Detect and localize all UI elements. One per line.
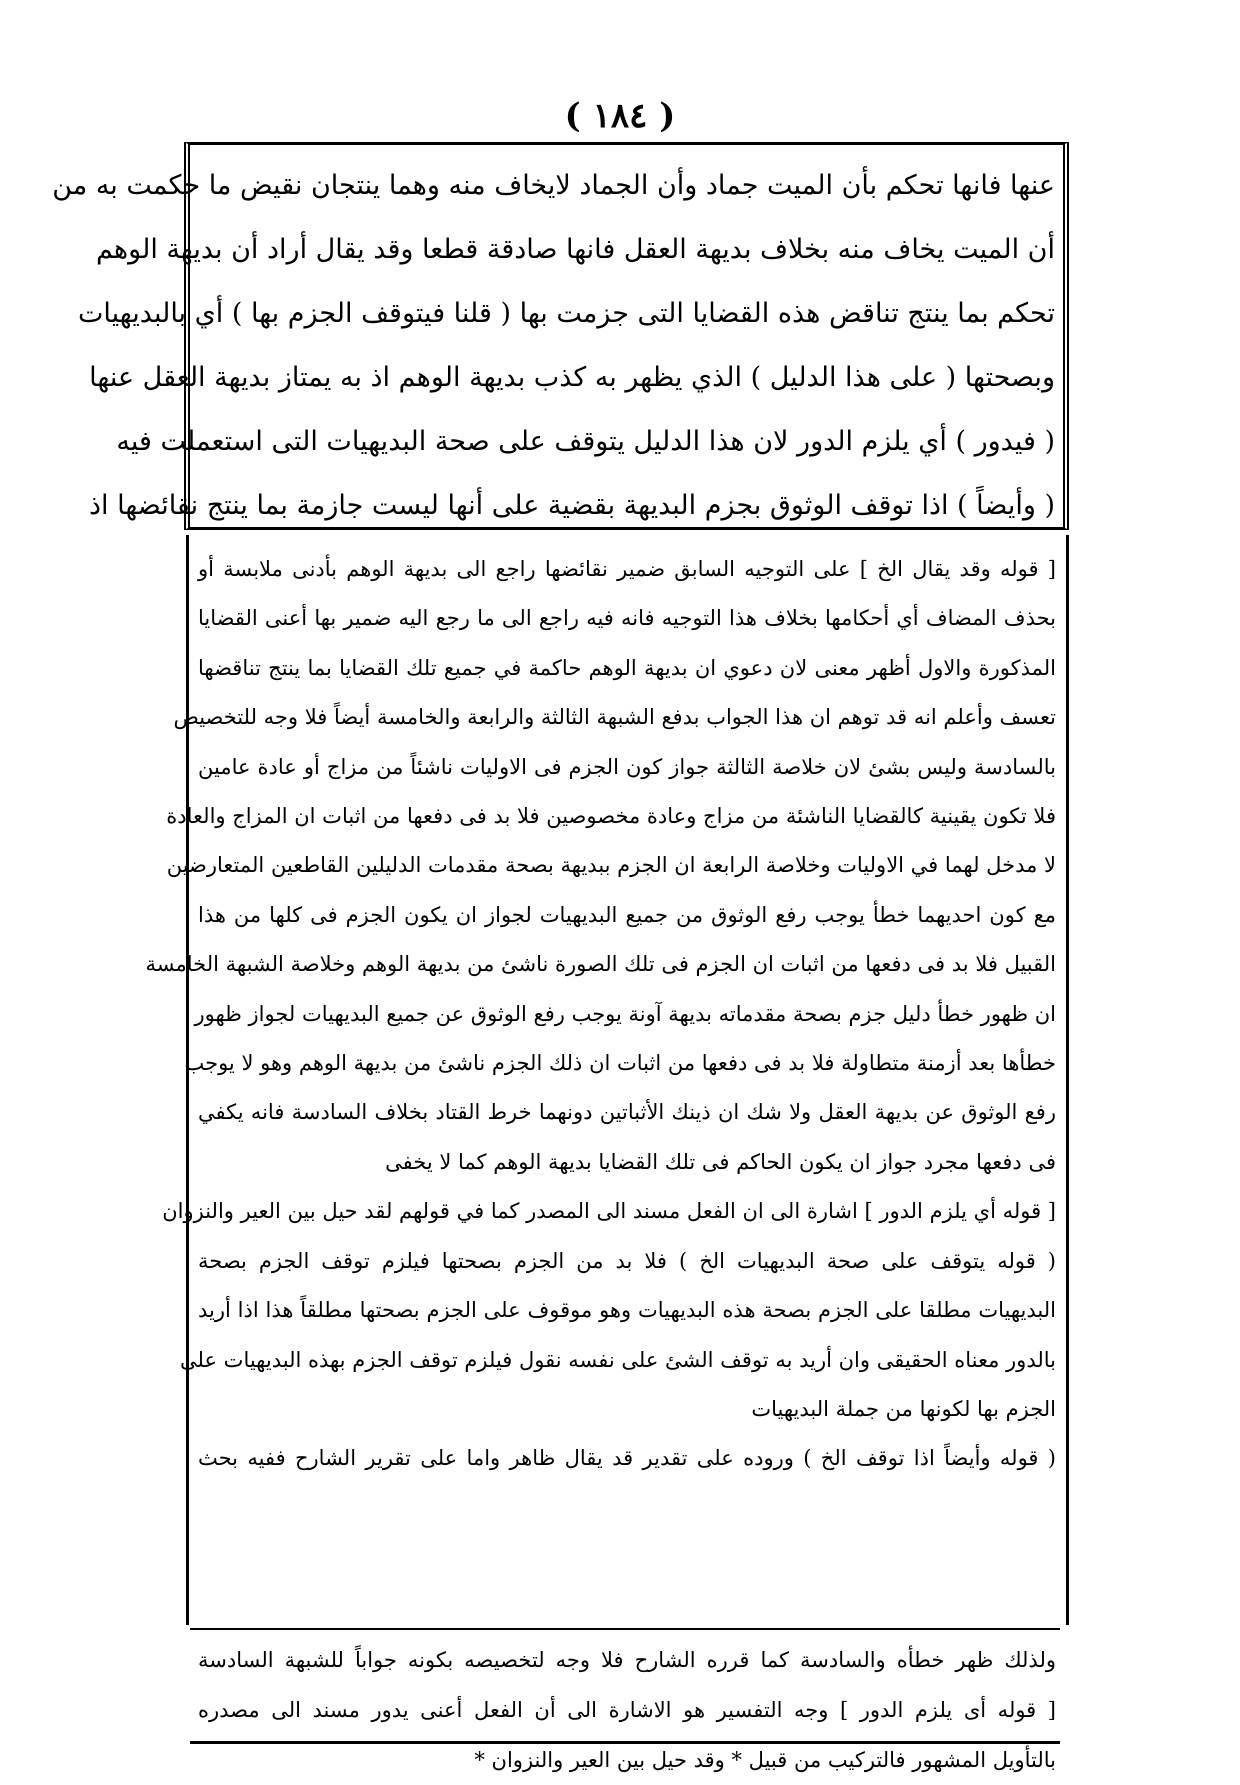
commentary-line: رفع الوثوق عن بديهة العقل ولا شك ان ذينك الأثباتين دونهما خرط القتاد بخلاف السادسة فانه يكفي bbox=[198, 1100, 1056, 1125]
commentary-line: القبيل فلا بد فى دفعها من اثبات ان الجزم فى تلك الصورة ناشئ من بديهة الوهم وخلاصة الشبهة الخامسة bbox=[145, 952, 1056, 977]
main-line: وبصحتها ( على هذا الدليل ) الذي يظهر به كذب بديهة الوهم اذ به يمتاز بديهة العقل عنها bbox=[89, 362, 1055, 393]
footnote-line: [ قوله أى يلزم الدور ] وجه التفسير هو الاشارة الى أن الفعل أعنى يدور مسند الى مصدره bbox=[198, 1698, 1056, 1722]
commentary-line: الجزم بها لكونها من جملة البديهيات bbox=[751, 1396, 1056, 1421]
commentary-line: بالدور معناه الحقيقى وان أريد به توقف الشئ على نفسه نقول فيلزم توقف الجزم بهذه البديهيات على bbox=[180, 1347, 1056, 1372]
commentary-line: [ قوله أي يلزم الدور ] اشارة الى ان الفعل مسند الى المصدر كما في قولهم لقد حيل بين العير والنزوان bbox=[162, 1199, 1056, 1224]
page-number: ( ١٨٤ ) bbox=[564, 96, 676, 136]
commentary-line: تعسف وأعلم انه قد توهم ان هذا الجواب بدفع الشبهة الثالثة والرابعة والخامسة أيضاً فلا وجه للتخصيص bbox=[173, 705, 1056, 730]
commentary-line: مع كون احديهما خطأ يوجب رفع الوثوق من جميع البديهيات لجواز ان يكون الجزم فى كلها من هذا bbox=[198, 902, 1056, 927]
commentary-line: فلا تكون يقينية كالقضايا الناشئة من مزاج وعادة مخصوصين فلا بد فى دفعها من اثبات ان المزاج والعادة bbox=[166, 804, 1056, 829]
commentary-line: ( قوله وأيضاً اذا توقف الخ ) وروده على تقدير قد يقال ظاهر واما على تقرير الشارح ففيه بحث bbox=[198, 1446, 1056, 1471]
main-line: ( وأيضاً ) اذا توقف الوثوق بجزم البديهة بقضية على أنها ليست جازمة بما ينتج نقائضها اذ bbox=[89, 490, 1055, 521]
main-text bbox=[52, 154, 1055, 538]
footnote-line: ولذلك ظهر خطأه والسادسة كما قرره الشارح فلا وجه لتخصيصه بكونه جواباً للشبهة السادسة bbox=[198, 1648, 1056, 1672]
footnote-separator bbox=[190, 1628, 1060, 1630]
footnote-text bbox=[198, 1635, 1056, 1785]
main-line: عنها فانها تحكم بأن الميت جماد وأن الجماد لايخاف منه وهما ينتجان نقيض ما حكمت به من bbox=[52, 170, 1055, 201]
commentary-line: ( قوله يتوقف على صحة البديهيات الخ ) فلا بد من الجزم بصحتها فيلزم توقف الجزم بصحة bbox=[198, 1248, 1056, 1273]
commentary-line: المذكورة والاول أظهر معنى لان دعوي ان بديهة الوهم حاكمة في جميع تلك القضايا بما ينتج تناقضها bbox=[198, 655, 1056, 680]
bottom-rule bbox=[190, 1741, 1060, 1744]
main-line: تحكم بما ينتج تناقض هذه القضايا التى جزمت بها ( قلنا فيتوقف الجزم بها ) أي بالبديهيات bbox=[78, 298, 1055, 329]
commentary-line: لا مدخل لهما في الاوليات وخلاصة الرابعة ان الجزم ببديهة بصحة مقدمات الدليلين القاطعين المتعارضين bbox=[166, 853, 1056, 878]
commentary-line: البديهيات مطلقا على الجزم بصحة هذه البديهيات وهو موقوف على الجزم بصحتها مطلقاً هذا اذا أريد bbox=[198, 1298, 1056, 1323]
main-line: ( فيدور ) أي يلزم الدور لان هذا الدليل يتوقف على صحة البديهيات التى استعملت فيه bbox=[116, 426, 1055, 457]
main-line: أن الميت يخاف منه بخلاف بديهة العقل فانها صادقة قطعا وقد يقال أراد أن بديهة الوهم bbox=[95, 234, 1055, 265]
commentary-line: ان ظهور خطأ دليل جزم بصحة مقدماته بديهة آونة يوجب رفع الوثوق عن جميع البديهيات لجواز ظهور bbox=[194, 1001, 1056, 1026]
footnote-line: بالتأويل المشهور فالتركيب من قبيل * وقد حيل بين العير والنزوان * bbox=[474, 1748, 1056, 1772]
commentary-line: بالسادسة وليس بشئ لان خلاصة الثالثة جواز كون الجزم فى الاوليات ناشئاً من مزاج أو عادة عامين bbox=[198, 754, 1056, 779]
commentary-text bbox=[145, 545, 1056, 1484]
commentary-line: [ قوله وقد يقال الخ ] على التوجيه السابق ضمير نقائضها راجع الى بديهة الوهم بأدنى ملابسة أو bbox=[198, 557, 1056, 581]
commentary-line: بحذف المضاف أي أحكامها بخلاف هذا التوجيه فانه فيه راجع الى ما رجع اليه ضمير بها أعنى القضايا bbox=[198, 606, 1056, 631]
commentary-line: خطأها بعد أزمنة متطاولة فلا بد فى دفعها من اثبات ان ذلك الجزم ناشئ من بديهة الوهم وهو لا يوجب bbox=[184, 1051, 1056, 1076]
commentary-line: فى دفعها مجرد جواز ان يكون الحاكم فى تلك القضايا بديهة الوهم كما لا يخفى bbox=[385, 1149, 1056, 1174]
